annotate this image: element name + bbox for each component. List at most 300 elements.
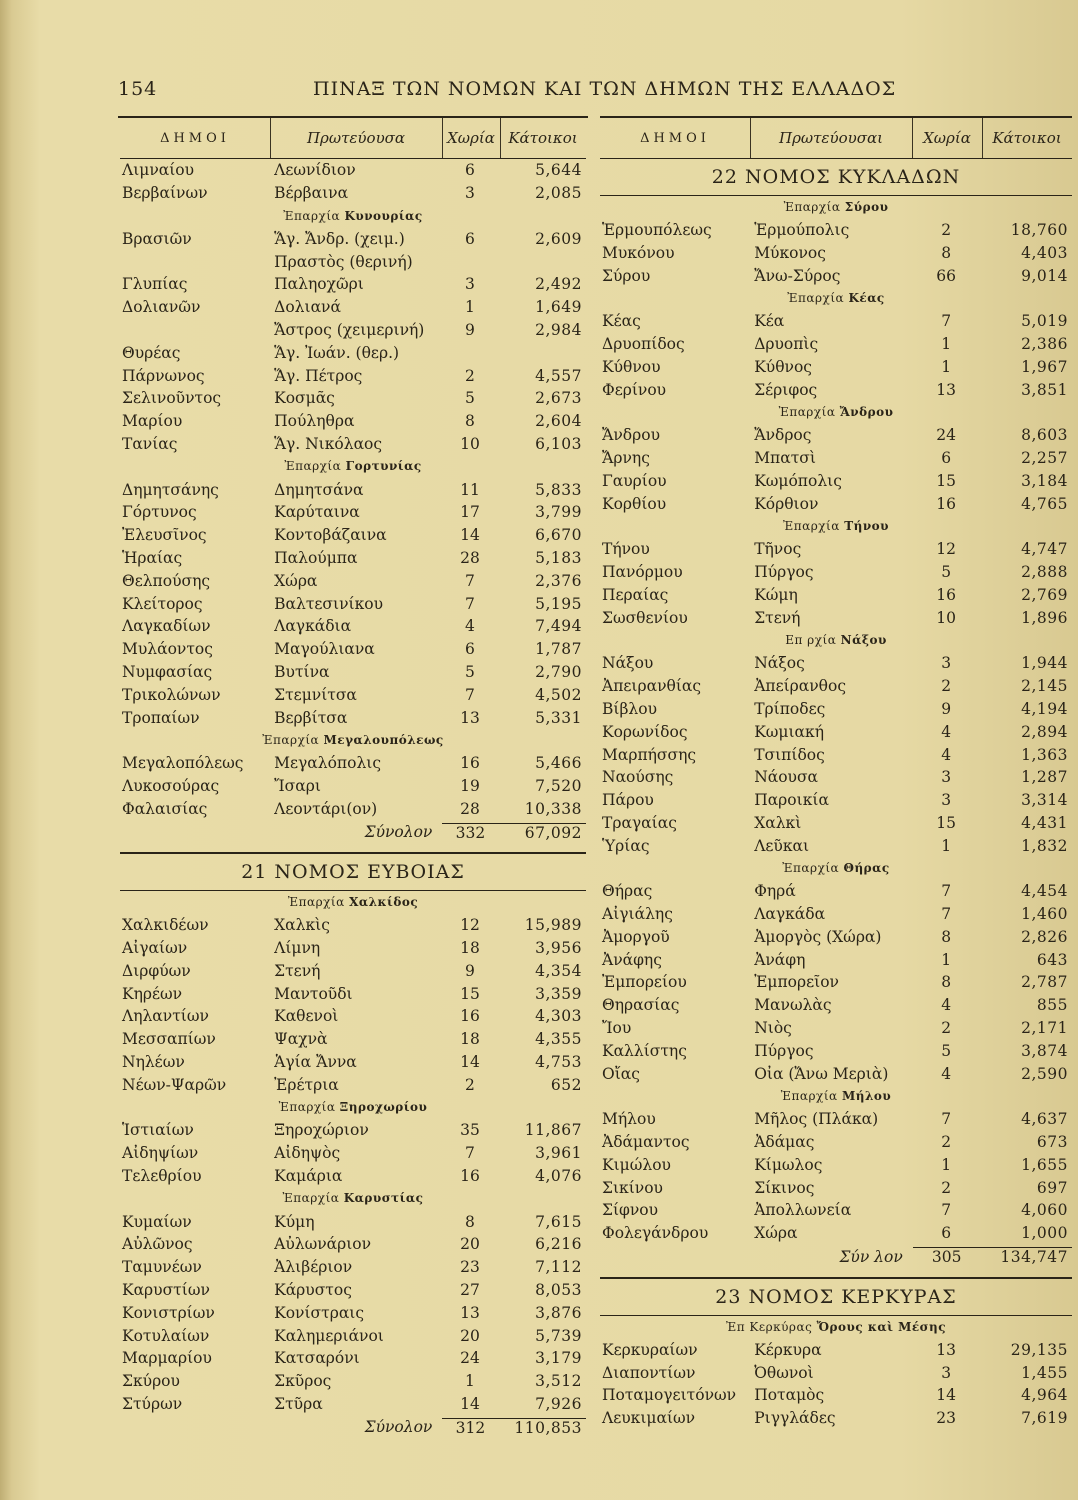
table-row <box>120 1073 586 1096</box>
capital-name: Κάρυστος <box>274 1281 352 1300</box>
table-row <box>600 470 1072 493</box>
villages-count: 1 <box>941 335 952 354</box>
villages-count: 4 <box>941 745 952 764</box>
villages-count: 13 <box>936 380 957 399</box>
capital-name: Χαλκὶ <box>754 813 802 832</box>
capital-name: Τῆνος <box>754 540 802 559</box>
demos-name: Τραγαίας <box>602 813 677 832</box>
inhabitants-count: 6,216 <box>535 1235 582 1254</box>
inhabitants-count: 2,787 <box>1021 973 1068 992</box>
demos-name: Γαυρίου <box>602 471 667 490</box>
capital-name: Ψαχνὰ <box>274 1030 328 1049</box>
table-row <box>120 1279 586 1302</box>
province-name: Καρυστίας <box>343 1191 424 1206</box>
table-row <box>600 1039 1072 1062</box>
province-subheading <box>600 196 1072 219</box>
table-row <box>120 547 586 570</box>
table-row <box>600 1131 1072 1154</box>
inhabitants-count: 1,655 <box>1021 1155 1068 1174</box>
table-row <box>120 227 586 250</box>
demos-name: Βρασιῶν <box>122 229 192 248</box>
table-row <box>120 1005 586 1028</box>
villages-count: 24 <box>936 426 957 445</box>
demos-name: Λιμναίου <box>122 161 195 180</box>
inhabitants-count: 5,195 <box>535 594 582 613</box>
capital-name: Πραστὸς (θερινή) <box>274 252 413 271</box>
capital-name: Νιὸς <box>754 1019 792 1038</box>
table-row <box>120 524 586 547</box>
inhabitants-count: 3,956 <box>535 939 582 958</box>
demos-name: Τανίας <box>122 434 178 453</box>
villages-count: 1 <box>941 950 952 969</box>
villages-count: 13 <box>460 708 480 727</box>
demos-name: Κορθίου <box>602 494 667 513</box>
capital-name: Λεοντάρι(ον) <box>274 799 378 818</box>
capital-name: Πύργος <box>754 1041 814 1060</box>
demos-name: Αὐλῶνος <box>122 1235 193 1254</box>
table-row <box>600 333 1072 356</box>
inhabitants-count: 652 <box>550 1075 582 1094</box>
demos-name: Τελεθρίου <box>122 1167 202 1186</box>
demos-name: Ἀμοργοῦ <box>602 927 670 946</box>
villages-count: 20 <box>460 1235 480 1254</box>
table-row <box>120 569 586 592</box>
capital-name: Κονίστραις <box>274 1303 365 1322</box>
demos-name: Πάρου <box>602 791 654 810</box>
demos-name: Τήνου <box>602 540 650 559</box>
table-row <box>120 960 586 983</box>
province-subheading <box>600 401 1072 424</box>
villages-count: 7 <box>941 882 952 901</box>
table-row <box>600 424 1072 447</box>
table-row <box>120 683 586 706</box>
villages-count: 24 <box>460 1349 480 1368</box>
inhabitants-count: 7,926 <box>535 1395 582 1414</box>
table-row <box>120 752 586 775</box>
villages-count: 14 <box>460 1395 480 1414</box>
capital-name: Κοντοβάζαινα <box>274 526 387 545</box>
capital-name: Στῦρα <box>274 1395 323 1414</box>
table-row <box>600 1062 1072 1085</box>
demos-name: Λευκιμαίων <box>602 1409 696 1428</box>
villages-count: 5 <box>941 1041 952 1060</box>
capital-name: Ἀνάφη <box>754 950 806 969</box>
villages-count: 12 <box>936 540 957 559</box>
capital-name: Ἐμπορεῖον <box>754 973 839 992</box>
villages-count: 7 <box>465 594 475 613</box>
inhabitants-count: 3,179 <box>535 1349 582 1368</box>
villages-count: 8 <box>941 243 952 262</box>
table-row <box>600 1199 1072 1222</box>
capital-name: Ἀπολλωνεία <box>754 1201 852 1220</box>
demos-name: Βερβαίνων <box>122 184 208 203</box>
inhabitants-count: 5,466 <box>535 754 582 773</box>
capital-name: Σέριφος <box>754 380 818 399</box>
column-rule <box>270 118 271 158</box>
capital-name: Στενή <box>274 961 321 980</box>
table-row <box>600 903 1072 926</box>
province-name: Χαλκίδος <box>349 895 419 910</box>
villages-count: 5 <box>941 563 952 582</box>
demos-name: Ναούσης <box>602 768 674 787</box>
inhabitants-count: 3,799 <box>535 503 582 522</box>
table-row <box>120 775 586 798</box>
villages-count: 7 <box>465 571 475 590</box>
villages-count: 4 <box>941 1064 952 1083</box>
inhabitants-count: 15,989 <box>524 916 582 935</box>
demos-name: Ἐλευσῖνος <box>122 526 207 545</box>
table-row <box>600 994 1072 1017</box>
inhabitants-count: 2,769 <box>1021 585 1068 604</box>
demos-name: Μυλάοντος <box>122 640 213 659</box>
table-row <box>120 1301 586 1324</box>
demos-name: Ποταμογειτόνων <box>602 1386 737 1405</box>
villages-count: 6 <box>465 229 475 248</box>
inhabitants-count: 8,603 <box>1021 426 1068 445</box>
villages-count: 3 <box>465 275 475 294</box>
page-header <box>118 78 1058 102</box>
province-subheading <box>120 455 586 478</box>
villages-count: 9 <box>465 320 475 339</box>
inhabitants-count: 4,355 <box>535 1030 582 1049</box>
demos-name: Ἄρνης <box>602 449 650 468</box>
demos-name: Κοτυλαίων <box>122 1326 210 1345</box>
capital-name: Οἶα (Ἄνω Μεριὰ) <box>754 1064 889 1083</box>
inhabitants-count: 4,060 <box>1021 1201 1068 1220</box>
demos-name: Σικίνου <box>602 1178 663 1197</box>
province-name: Νάξου <box>840 633 887 648</box>
province-label: Ἐπαρχία <box>787 291 845 306</box>
villages-count: 3 <box>941 768 952 787</box>
capital-name: Κοσμᾶς <box>274 389 335 408</box>
total-label: Σύνολον <box>364 1418 433 1437</box>
table-row <box>120 478 586 501</box>
column-rule <box>500 118 501 158</box>
demos-name: Ἀδάμαντος <box>602 1133 690 1152</box>
demos-name: Δημητσάνης <box>122 480 219 499</box>
demos-name: Μεγαλοπόλεως <box>122 754 244 773</box>
capital-name: Ποταμὸς <box>754 1386 825 1405</box>
right-table-body <box>600 159 1072 1430</box>
demos-name: Μαρίου <box>122 412 183 431</box>
inhabitants-count: 18,760 <box>1010 221 1068 240</box>
demos-name: Πανόρμου <box>602 563 683 582</box>
capital-name: Μῆλος (Πλάκα) <box>754 1110 879 1129</box>
header-demoi: ΔΗΜΟΙ <box>160 130 230 146</box>
province-label: Ἐπαρχία <box>283 208 341 223</box>
inhabitants-count: 2,590 <box>1021 1064 1068 1083</box>
header-villages: Χωρία <box>447 129 495 147</box>
province-subheading <box>120 891 586 914</box>
column-rule <box>912 118 913 158</box>
inhabitants-count: 8,053 <box>535 1281 582 1300</box>
demos-name: Κιμώλου <box>602 1155 671 1174</box>
demos-name: Κονιστρίων <box>122 1303 215 1322</box>
capital-name: Βερβίτσα <box>274 708 348 727</box>
inhabitants-count: 4,765 <box>1021 494 1068 513</box>
inhabitants-count: 5,331 <box>535 708 582 727</box>
villages-count: 14 <box>460 526 480 545</box>
total-inhabitants: 134,747 <box>981 1247 1072 1266</box>
table-row <box>600 834 1072 857</box>
villages-count: 10 <box>460 434 480 453</box>
table-row <box>120 914 586 937</box>
villages-count: 35 <box>460 1121 480 1140</box>
province-label: Ἐπαρχία <box>278 1100 336 1115</box>
villages-count: 19 <box>460 776 480 795</box>
table-row <box>120 1370 586 1393</box>
villages-count: 1 <box>941 357 952 376</box>
inhabitants-count: 855 <box>1036 996 1068 1015</box>
header-inhabitants: Κάτοικοι <box>508 129 578 147</box>
villages-count: 7 <box>941 1110 952 1129</box>
villages-count: 66 <box>936 266 957 285</box>
table-row <box>120 410 586 433</box>
villages-count: 11 <box>460 480 480 499</box>
column-rule <box>750 118 751 158</box>
villages-count: 12 <box>460 916 480 935</box>
villages-count: 18 <box>460 1030 480 1049</box>
demos-name: Νέων-Ψαρῶν <box>122 1075 227 1094</box>
inhabitants-count: 4,431 <box>1021 813 1068 832</box>
inhabitants-count: 1,363 <box>1021 745 1068 764</box>
inhabitants-count: 7,520 <box>535 776 582 795</box>
demos-name: Αἰγιάλης <box>602 905 673 924</box>
province-name: Ἄνδρου <box>839 405 894 420</box>
province-label: Ἐπαρχία <box>782 519 840 534</box>
demos-name: Μαρμαρίου <box>122 1349 212 1368</box>
demos-name: Βίβλου <box>602 699 658 718</box>
demos-name: Γλυπίας <box>122 275 188 294</box>
total-inhabitants: 110,853 <box>499 1418 586 1437</box>
capital-name: Νάξος <box>754 654 805 673</box>
province-label: Ἐπαρχία <box>782 861 840 876</box>
province-subheading <box>600 1316 1072 1339</box>
table-row <box>120 1347 586 1370</box>
villages-count: 28 <box>460 799 480 818</box>
inhabitants-count: 4,502 <box>535 685 582 704</box>
villages-count: 18 <box>460 939 480 958</box>
capital-name: Τρίποδες <box>754 699 826 718</box>
header-demoi: ΔΗΜΟΙ <box>640 130 710 146</box>
inhabitants-count: 7,494 <box>535 617 582 636</box>
table-row <box>600 880 1072 903</box>
table-row <box>600 1176 1072 1199</box>
table-row <box>600 948 1072 971</box>
province-label: Ἐπαρχία <box>282 1191 340 1206</box>
table-row <box>120 1393 586 1416</box>
inhabitants-count: 1,460 <box>1021 905 1068 924</box>
demos-name: Νυμφασίας <box>122 662 213 681</box>
demos-name: Χαλκιδέων <box>122 916 209 935</box>
nomos-heading: 21 ΝΟΜΟΣ ΕΥΒΟΙΑΣ <box>120 852 586 891</box>
table-row <box>600 743 1072 766</box>
capital-name: Αἰδηψὸς <box>274 1144 341 1163</box>
province-label: Επ ρχία <box>785 633 837 648</box>
total-label: Σύνολον <box>364 823 433 842</box>
demos-name: Ἴου <box>602 1019 632 1038</box>
capital-name: Κίμωλος <box>754 1155 823 1174</box>
header-villages: Χωρία <box>923 129 971 147</box>
demos-name: Ὑρίας <box>602 836 650 855</box>
nomos-heading: 23 ΝΟΜΟΣ ΚΕΡΚΥΡΑΣ <box>600 1277 1072 1316</box>
table-row <box>600 1108 1072 1131</box>
demos-name: Γόρτυνος <box>122 503 197 522</box>
capital-name: Στεμνίτσα <box>274 685 357 704</box>
table-row <box>600 561 1072 584</box>
inhabitants-count: 1,944 <box>1021 654 1068 673</box>
table-row <box>120 1119 586 1142</box>
demos-name: Σύρου <box>602 266 651 285</box>
capital-name: Καλημεριάνοι <box>274 1326 384 1345</box>
inhabitants-count: 4,403 <box>1021 243 1068 262</box>
table-row <box>120 1256 586 1279</box>
villages-count: 3 <box>465 184 475 203</box>
villages-count: 6 <box>465 640 475 659</box>
inhabitants-count: 2,492 <box>535 275 582 294</box>
capital-name: Βυτίνα <box>274 662 330 681</box>
capital-name: Ἴσαρι <box>274 776 321 795</box>
inhabitants-count: 1,000 <box>1021 1224 1068 1243</box>
column-rule <box>982 118 983 158</box>
inhabitants-count: 2,888 <box>1021 563 1068 582</box>
inhabitants-count: 1,287 <box>1021 768 1068 787</box>
demos-name: Καρυστίων <box>122 1281 210 1300</box>
table-row <box>600 789 1072 812</box>
capital-name: Καθενοὶ <box>274 1007 339 1026</box>
villages-count: 8 <box>941 973 952 992</box>
province-subheading <box>600 287 1072 310</box>
capital-name: Μύκονος <box>754 243 826 262</box>
province-label: Ἐπαρχία <box>262 732 320 747</box>
header-capital: Πρωτεύουσα <box>306 129 406 147</box>
capital-name: Ἑρμούπολις <box>754 221 850 240</box>
inhabitants-count: 4,557 <box>535 366 582 385</box>
table-row <box>600 538 1072 561</box>
villages-count: 7 <box>941 312 952 331</box>
capital-name: Μεγαλόπολις <box>274 754 382 773</box>
province-subheading <box>120 729 586 752</box>
capital-name: Ἀδάμας <box>754 1133 815 1152</box>
demos-name: Δρυοπίδος <box>602 335 685 354</box>
inhabitants-count: 3,874 <box>1021 1041 1068 1060</box>
villages-count: 16 <box>936 494 957 513</box>
table-row <box>120 341 586 364</box>
demos-name: Σκύρου <box>122 1372 180 1391</box>
capital-name: Ξηροχώριον <box>274 1121 369 1140</box>
table-row <box>120 250 586 273</box>
province-subheading <box>120 1187 586 1210</box>
province-label: Ἐπαρχία <box>783 200 841 214</box>
province-name: Ξηροχωρίου <box>339 1100 428 1115</box>
demos-name: Μεσσαπίων <box>122 1030 216 1049</box>
table-row <box>120 387 586 410</box>
villages-count: 2 <box>941 1019 952 1038</box>
capital-name: Στενή <box>754 608 801 627</box>
villages-count: 2 <box>465 1075 475 1094</box>
capital-name: Λεῦκαι <box>754 836 810 855</box>
capital-name: Μαγούλιανα <box>274 640 375 659</box>
left-column-header <box>120 118 586 159</box>
province-label: Ἐπαρχία <box>778 405 836 420</box>
capital-name: Σκῦρος <box>274 1372 332 1391</box>
left-table-body <box>120 159 586 1439</box>
capital-name: Κωμιακή <box>754 722 824 741</box>
capital-name: Παλούμπα <box>274 548 358 567</box>
capital-name: Ἀμοργὸς (Χώρα) <box>754 927 882 946</box>
villages-count: 8 <box>465 412 475 431</box>
total-row <box>600 1245 1072 1269</box>
inhabitants-count: 5,183 <box>535 548 582 567</box>
table-row <box>600 310 1072 333</box>
capital-name: Κατσαρόνι <box>274 1349 360 1368</box>
inhabitants-count: 2,826 <box>1021 927 1068 946</box>
demos-name: Σωσθενίου <box>602 608 688 627</box>
demos-name: Κηρέων <box>122 984 183 1003</box>
demos-name: Αἰγαίων <box>122 939 188 958</box>
villages-count: 15 <box>460 984 480 1003</box>
capital-name: Ἀλιβέριον <box>274 1258 353 1277</box>
inhabitants-count: 10,338 <box>524 799 582 818</box>
total-row <box>120 1415 586 1439</box>
table-row <box>600 720 1072 743</box>
table-row <box>120 1210 586 1233</box>
demos-name: Διαποντίων <box>602 1363 696 1382</box>
table-row <box>600 447 1072 470</box>
right-column <box>600 118 1072 1430</box>
header-inhabitants: Κάτοικοι <box>992 129 1062 147</box>
table-row <box>120 1142 586 1165</box>
province-name: Ὄρους καὶ Μέσης <box>816 1319 947 1334</box>
capital-name: Ἄστρος (χειμερινή) <box>274 320 425 339</box>
demos-name: Λαγκαδίων <box>122 617 211 636</box>
table-row <box>600 971 1072 994</box>
header-capital: Πρωτεύουσαι <box>779 129 883 147</box>
province-label: Ἐπαρχία <box>780 1089 838 1104</box>
capital-name: Ἅγ. Ἄνδρ. (χειμ.) <box>274 229 405 248</box>
villages-count: 16 <box>460 754 480 773</box>
inhabitants-count: 3,314 <box>1021 791 1068 810</box>
villages-count: 1 <box>941 836 952 855</box>
villages-count: 20 <box>460 1326 480 1345</box>
villages-count: 28 <box>460 548 480 567</box>
villages-count: 4 <box>465 617 475 636</box>
inhabitants-count: 673 <box>1036 1133 1068 1152</box>
right-column-header <box>600 118 1072 159</box>
demos-name: Αἰδηψίων <box>122 1144 199 1163</box>
capital-name: Ριγγλάδες <box>754 1409 836 1428</box>
table-row <box>120 501 586 524</box>
villages-count: 5 <box>465 662 475 681</box>
inhabitants-count: 5,019 <box>1021 312 1068 331</box>
province-subheading <box>120 1096 586 1119</box>
capital-name: Καρύταινα <box>274 503 360 522</box>
capital-name: Λαγκάδια <box>274 617 352 636</box>
inhabitants-count: 2,790 <box>535 662 582 681</box>
inhabitants-count: 2,894 <box>1021 722 1068 741</box>
demos-name: Μήλου <box>602 1110 656 1129</box>
nomos-heading: 22 ΝΟΜΟΣ ΚΥΚΛΑΔΩΝ <box>600 159 1072 196</box>
total-villages: 312 <box>442 1418 498 1437</box>
villages-count: 15 <box>936 471 957 490</box>
page-number: 154 <box>118 78 158 100</box>
capital-name: Δημητσάνα <box>274 480 364 499</box>
province-name: Κυνουρίας <box>344 208 423 223</box>
table-row <box>600 492 1072 515</box>
table-row <box>600 219 1072 242</box>
villages-count: 3 <box>941 654 952 673</box>
inhabitants-count: 2,984 <box>535 320 582 339</box>
